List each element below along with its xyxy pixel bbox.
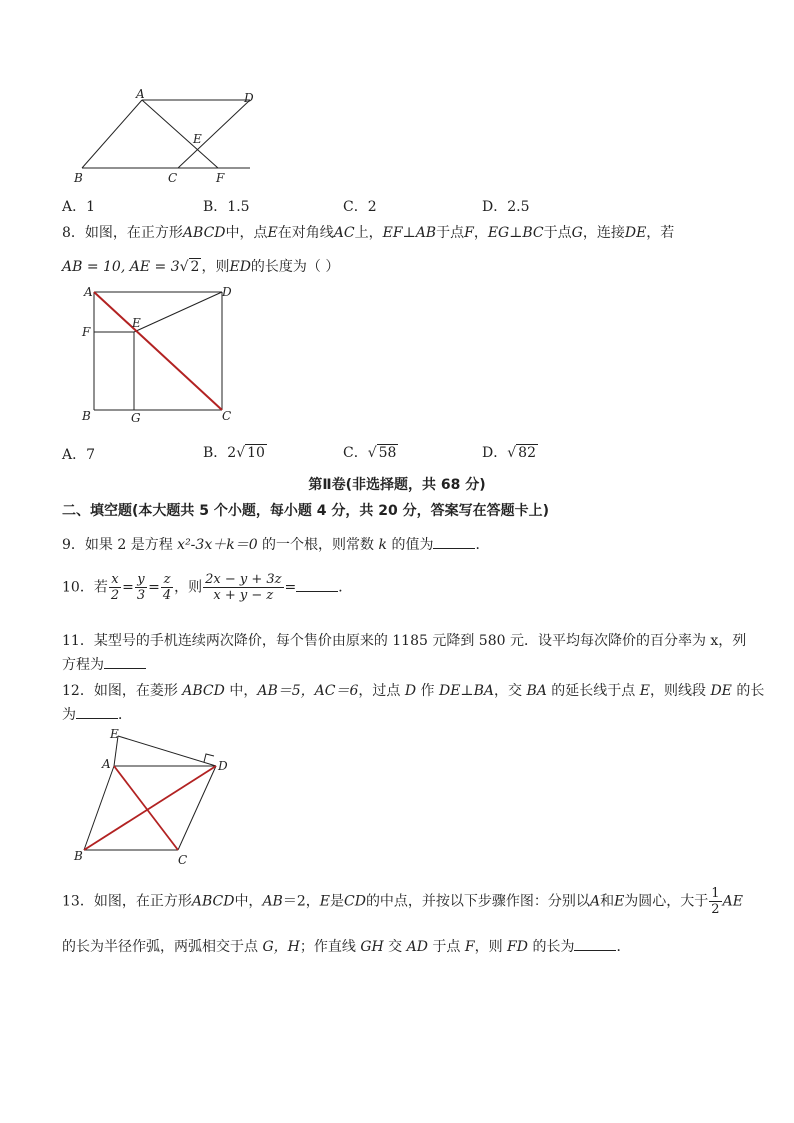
q8-label-d: D: [222, 285, 232, 299]
q9-question: 9．如果 2 是方程 x²-3x＋k＝0 的一个根，则常数 k 的值为 ．: [62, 537, 490, 553]
section-title: 第Ⅱ卷(非选择题，共 68 分): [308, 477, 486, 493]
q8-label-e: E: [132, 316, 141, 330]
q10-answer-blank[interactable]: [296, 579, 338, 592]
q8-label-a: A: [84, 285, 93, 299]
q8-option-a: A．7: [62, 447, 96, 463]
q10-question: 10．若 $\frac{x}{2}$ = $\frac{y}{3}$ = $\frac{z}{4}$ ，则 $\frac{2x - y + 3z}{x + y - z}$ = ．: [62, 572, 353, 603]
q13-question-line2: 的长为半径作弧，两弧相交于点 G，H；作直线 GH 交 AD 于点 F，则 FD 的长为 ．: [62, 939, 631, 955]
q12-label-b: B: [74, 849, 83, 863]
q7-option-b: B．1.5: [203, 199, 250, 215]
q8-label-g: G: [131, 411, 141, 425]
q12-figure: [70, 726, 240, 868]
q7-label-e: E: [193, 132, 202, 146]
q7-label-f: F: [216, 171, 225, 185]
q7-figure: [60, 88, 280, 188]
q7-label-d: D: [244, 91, 254, 105]
q8-option-c: C．√ 58: [343, 445, 397, 461]
q9-answer-blank[interactable]: [433, 536, 475, 549]
q12-label-a: A: [102, 757, 111, 771]
q7-label-a: A: [136, 88, 145, 101]
q7-option-c: C．2: [343, 199, 377, 215]
q8-label-b: B: [82, 409, 91, 423]
q12-label-e: E: [110, 727, 119, 741]
q7-label-b: B: [74, 171, 83, 185]
section-heading: 二、填空题(本大题共 5 个小题，每小题 4 分，共 20 分，答案写在答题卡上): [62, 503, 550, 519]
q8-label-c: C: [222, 409, 232, 423]
q12-answer-blank[interactable]: [76, 706, 118, 719]
q7-option-a: A．1: [62, 199, 96, 215]
q11-answer-blank[interactable]: [104, 656, 146, 669]
q13-question-line1: 13．如图，在正方形ABCD中，AB＝2，E是CD的中点，并按以下步骤作图：分别以A和E为圆心，大于 $\frac{1}{2}$ AE: [62, 886, 743, 917]
q7-label-c: C: [168, 171, 178, 185]
q8-label-f: F: [82, 325, 91, 339]
q8-figure: [76, 282, 246, 428]
q8-question-line1: 8．如图，在正方形ABCD中，点E在对角线AC上，EF⊥AB于点F，EG⊥BC于点G，连接DE，若: [62, 225, 675, 241]
q12-question-line1: 12．如图，在菱形 ABCD 中，AB＝5，AC＝6，过点 D 作 DE⊥BA，交 BA 的延长线于点 E，则线段 DE 的长: [62, 683, 765, 699]
q8-question-line2: AB = 10, AE = 3√ 2 ，则ED的长度为（ ）: [62, 259, 340, 275]
q8-option-d: D．√ 82: [482, 445, 536, 461]
q7-option-d: D．2.5: [482, 199, 530, 215]
q12-label-d: D: [218, 759, 228, 773]
q12-label-c: C: [178, 853, 188, 867]
q11-question-line2: 方程为: [62, 654, 146, 674]
q8-option-b: B．2√ 10: [203, 445, 265, 461]
q13-answer-blank[interactable]: [574, 938, 616, 951]
q12-question-line2: 为 ．: [62, 707, 132, 723]
q11-question-line1: 11．某型号的手机连续两次降价，每个售价由原来的 1185 元降到 580 元．设平均每次降价的百分率为 x，列: [62, 633, 747, 649]
